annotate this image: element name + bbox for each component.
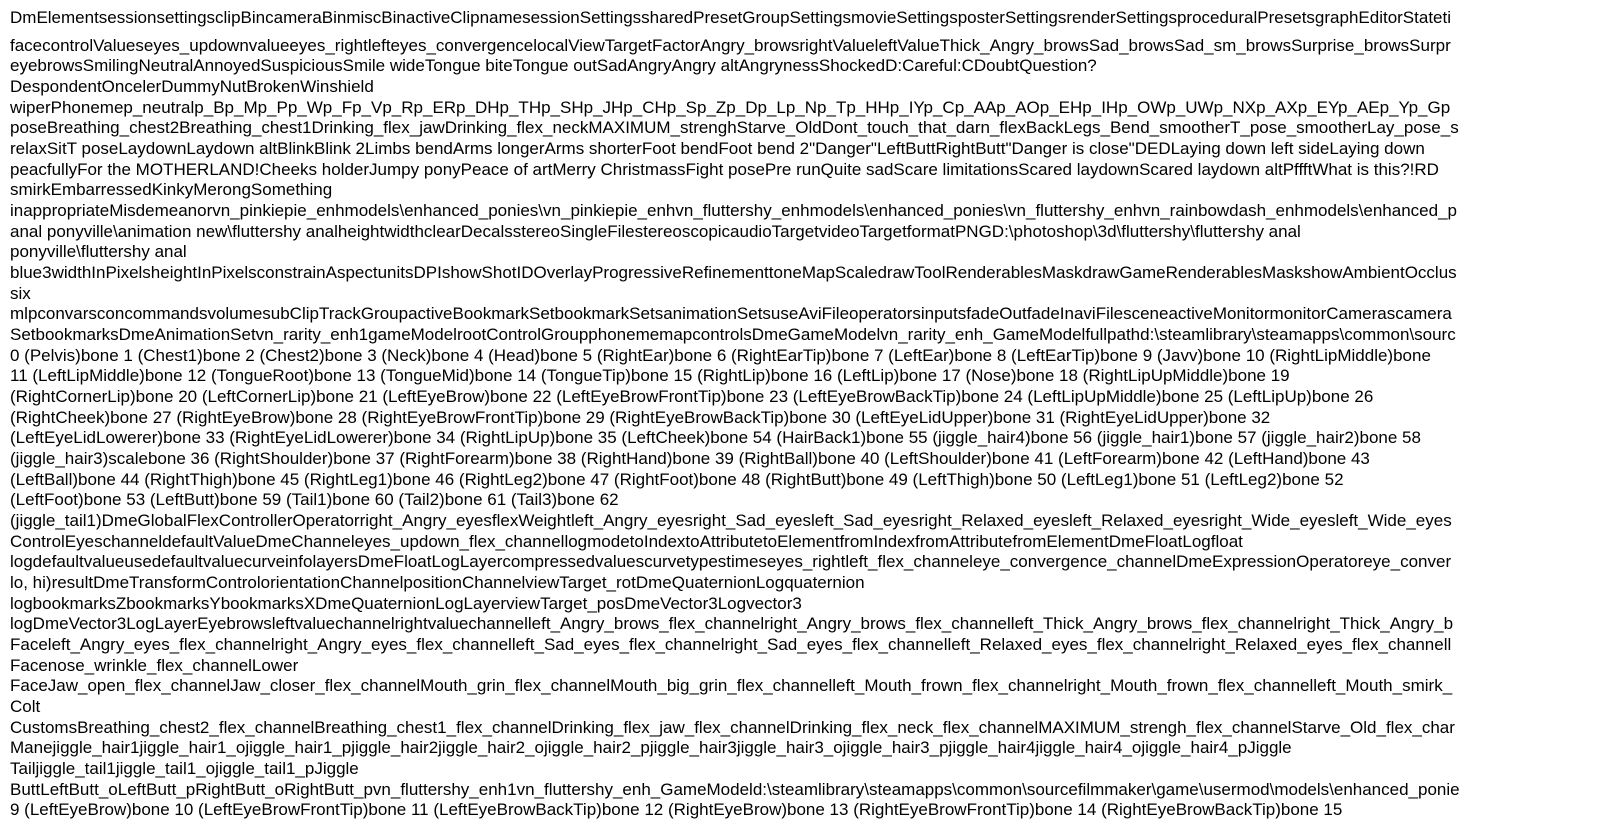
text-line: 11 (LeftLipMiddle)bone 12 (TongueRoot)bone 13 (TongueMid)bone 14 (TongueTip)bone 15 (RightLip)bone 16 (LeftLip)bone 17 (Nose)bone 18 (RightLipUpMiddle)bone 19	[10, 366, 1290, 385]
text-line: poseBreathing_chest2Breathing_chest1Drinking_flex_jawDrinking_flex_neckMAXIMUM_strenghStarve_OldDont_touch_that_darn_flexBackLegs_Bend_smootherT_pose_smootherLay_pose_s	[10, 118, 1459, 137]
text-line: smirkEmbarressedKinkyMerongSomething	[10, 180, 333, 199]
text-line: (RightCheek)bone 27 (RightEyeBrow)bone 28 (RightEyeBrowFrontTip)bone 29 (RightEyeBrowBackTip)bone 30 (LeftEyeLidUpper)bone 31 (RightEyeLidUpper)bone 32	[10, 408, 1271, 427]
text-line: mlpconvarsconcommandsvolumesubClipTrackGroupactiveBookmarkSetbookmarkSetsanimationSetsuseAviFileoperatorsinputsfadeOutfadeInaviFilesceneactiveMonitormonitorCamerascamera	[10, 304, 1452, 323]
text-line: anal ponyville\animation new\fluttershy analheightwidthclearDecalsstereoSingleFilestereoscopicaudioTargetvideoTargetformatPNGD:\photoshop\3d\fluttershy\fluttershy anal	[10, 222, 1301, 241]
text-line: logDmeVector3LogLayerEyebrowsleftvaluechannelrightvaluechannelleft_Angry_brows_flex_channelright_Angry_brows_flex_channelleft_Thick_Angry_brows_flex_channelright_Thick_Angry_b	[10, 614, 1454, 633]
text-line: ControlEyeschanneldefaultValueDmeChanneleyes_updown_flex_channellogmodetoIndextoAttributetoElementfromIndexfromAttributefromElementDmeFloatLogfloat	[10, 532, 1243, 551]
text-line: inappropriateMisdemeanorvn_pinkiepie_enhmodels\enhanced_ponies\vn_pinkiepie_enhvn_fluttershy_enhmodels\enhanced_ponies\vn_fluttershy_enhvn_rainbowdash_enhmodels\enhanced_p	[10, 201, 1457, 220]
text-line: logbookmarksZbookmarksYbookmarksXDmeQuaternionLogLayerviewTarget_posDmeVector3Logvector3	[10, 594, 802, 613]
text-line: (LeftFoot)bone 53 (LeftButt)bone 59 (Tail1)bone 60 (Tail2)bone 61 (Tail3)bone 62	[10, 490, 619, 509]
text-line: Manejiggle_hair1jiggle_hair1_ojiggle_hair1_pjiggle_hair2jiggle_hair2_ojiggle_hair2_pjiggle_hair3jiggle_hair3_ojiggle_hair3_pjiggle_hair4jiggle_hair4_ojiggle_hair4_pJiggle	[10, 738, 1292, 757]
text-line: Faceleft_Angry_eyes_flex_channelright_Angry_eyes_flex_channelleft_Sad_eyes_flex_channelright_Sad_eyes_flex_channelleft_Relaxed_eyes_flex_channelright_Relaxed_eyes_flex_channell	[10, 635, 1452, 654]
text-line: (LeftEyeLidLowerer)bone 33 (RightEyeLidLowerer)bone 34 (RightLipUp)bone 35 (LeftCheek)bone 54 (HairBack1)bone 55 (jiggle_hair4)bone 56 (jiggle_hair1)bone 57 (jiggle_hair2)bone 58	[10, 428, 1421, 447]
text-line: wiperPhonemep_neutralp_Bp_Mp_Pp_Wp_Fp_Vp_Rp_ERp_DHp_THp_SHp_JHp_CHp_Sp_Zp_Dp_Lp_Np_Tp_HHp_IYp_Cp_AAp_AOp_EHp_IHp_OWp_UWp_NXp_AXp_EYp_AEp_Yp_Gp	[10, 98, 1451, 117]
text-line: blue3widthInPixelsheightInPixelsconstrainAspectunitsDPIshowShotIDOverlayProgressiveRefinementtoneMapScaledrawToolRenderablesMaskdrawGameRenderablesMaskshowAmbientOcclus	[10, 263, 1457, 282]
text-line: Tailjiggle_tail1jiggle_tail1_ojiggle_tail1_pJiggle	[10, 759, 359, 778]
text-line: DespondentOncelerDummyNutBrokenWinshield	[10, 77, 374, 96]
document-body	[10, 8, 1600, 828]
text-line: FaceJaw_open_flex_channelJaw_closer_flex_channelMouth_grin_flex_channelMouth_big_grin_flex_channelleft_Mouth_frown_flex_channelright_Mouth_frown_flex_channelleft_Mouth_smirk_	[10, 676, 1453, 695]
text-line: Colt	[10, 697, 41, 716]
text-line: DmElementsessionsettingsclipBincameraBinmiscBinactiveClipnamesessionSettingssharedPresetGroupSettingsmovieSettingsposterSettingsrenderSettingsproceduralPresetsgraphEditorStateti	[10, 8, 1451, 27]
text-line: (LeftBall)bone 44 (RightThigh)bone 45 (RightLeg1)bone 46 (RightLeg2)bone 47 (RightFoot)bone 48 (RightButt)bone 49 (LeftThigh)bone 50 (LeftLeg1)bone 51 (LeftLeg2)bone 52	[10, 470, 1344, 489]
text-line: 0 (Pelvis)bone 1 (Chest1)bone 2 (Chest2)bone 3 (Neck)bone 4 (Head)bone 5 (RightEar)bone 6 (RightEarTip)bone 7 (LeftEar)bone 8 (LeftEarTip)bone 9 (Javv)bone 10 (RightLipMiddle)bone	[10, 346, 1431, 365]
text-line: six	[10, 284, 31, 303]
text-line: (jiggle_hair3)scalebone 36 (RightShoulder)bone 37 (RightForearm)bone 38 (RightHand)bone 39 (RightBall)bone 40 (LeftShoulder)bone 41 (LeftForearm)bone 42 (LeftHand)bone 43	[10, 449, 1370, 468]
text-line: peacfullyFor the MOTHERLAND!Cheeks holderJumpy ponyPeace of artMerry ChristmassFight posePre runQuite sadScare limitationsScared laydownScared laydown altPffftWhat is this?!RD	[10, 160, 1439, 179]
text-line: 9 (LeftEyeBrow)bone 10 (LeftEyeBrowFrontTip)bone 11 (LeftEyeBrowBackTip)bone 12 (RightEyeBrow)bone 13 (RightEyeBrowFrontTip)bone 14 (RightEyeBrowBackTip)bone 15	[10, 800, 1343, 819]
text-line: logdefaultvalueusedefaultvaluecurveinfolayersDmeFloatLogLayercompressedvaluescurvetypestimeseyes_rightleft_flex_channeleye_convergence_channelDmeExpressionOperatoreye_conver	[10, 552, 1452, 571]
text-line: eyebrowsSmilingNeutralAnnoyedSuspiciousSmile wideTongue biteTongue outSadAngryAngry altAngrynessShockedD:Careful:CDoubtQuestion?	[10, 56, 1097, 75]
text-line: (jiggle_tail1)DmeGlobalFlexControllerOperatorright_Angry_eyesflexWeightleft_Angry_eyesright_Sad_eyesleft_Sad_eyesright_Relaxed_eyesleft_Relaxed_eyesright_Wide_eyesleft_Wide_eyes	[10, 511, 1452, 530]
text-line: lo, hi)resultDmeTransformControlorientationChannelpositionChannelviewTarget_rotDmeQuaternionLogquaternion	[10, 573, 865, 592]
text-line: (RightCornerLip)bone 20 (LeftCornerLip)bone 21 (LeftEyeBrow)bone 22 (LeftEyeBrowFrontTip)bone 23 (LeftEyeBrowBackTip)bone 24 (LeftLipUpMiddle)bone 25 (LeftLipUp)bone 26	[10, 387, 1374, 406]
text-line: SetbookmarksDmeAnimationSetvn_rarity_enh1gameModelrootControlGroupphonememapcontrolsDmeGameModelvn_rarity_enh_GameModelfullpathd:\steamlibrary\steamapps\common\sourc	[10, 325, 1456, 344]
text-line: ponyville\fluttershy anal	[10, 242, 187, 261]
text-line: Facenose_wrinkle_flex_channelLower	[10, 656, 299, 675]
text-line: CustomsBreathing_chest2_flex_channelBreathing_chest1_flex_channelDrinking_flex_jaw_flex_channelDrinking_flex_neck_flex_channelMAXIMUM_strengh_flex_channelStarve_Old_flex_char	[10, 718, 1455, 737]
text-line: relaxSitT poseLaydownLaydown altBlinkBlink 2Limbs bendArms longerArms shorterFoot bendFoot bend 2"Danger"LeftButtRightButt"Danger is close"DEDLaying down left sideLaying down	[10, 139, 1425, 158]
text-line: facecontrolValueseyes_updownvalueeyes_rightlefteyes_convergencelocalViewTargetFactorAngry_browsrightValueleftValueThick_Angry_browsSad_browsSad_sm_browsSurprise_browsSurpr	[10, 36, 1451, 55]
text-line: ButtLeftButt_oLeftButt_pRightButt_oRightButt_pvn_fluttershy_enh1vn_fluttershy_enh_GameModeld:\steamlibrary\steamapps\common\sourcefilmmaker\game\usermod\models\enhanced_ponie	[10, 780, 1460, 799]
